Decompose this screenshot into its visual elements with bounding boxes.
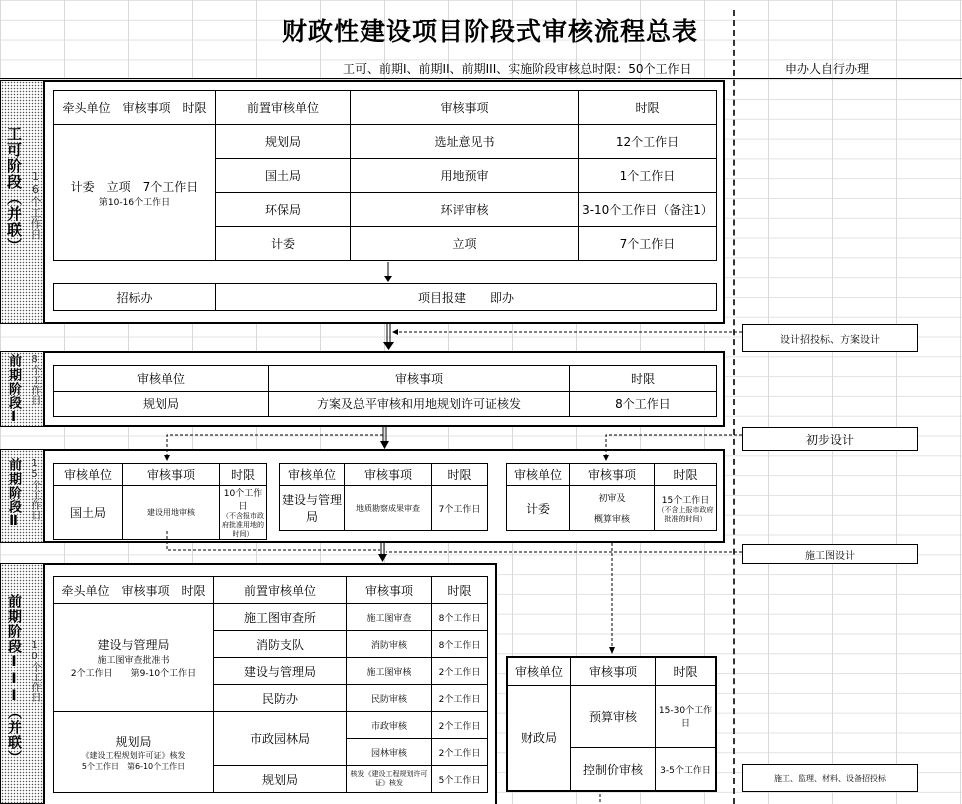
dash-s2-left [167, 435, 383, 458]
table-cell: 消防支队 [214, 631, 347, 658]
stage4-label: 前期阶段III（并联） [6, 594, 22, 765]
table-cell: 用地预审 [351, 159, 579, 193]
table-cell: 5个工作日 [432, 766, 488, 793]
table-cell: 立项 [351, 227, 579, 261]
stage1-lead-sub: 第10-16个工作日 [98, 197, 171, 208]
table-cell: 8个工作日 [570, 391, 717, 417]
stage3a-note: （不含报市政府批准用地的时间） [222, 512, 264, 538]
table-cell: 8个工作日 [432, 631, 488, 658]
stage3a-unit-header: 审核单位 [54, 464, 123, 486]
arrow-s2-s3-head [380, 441, 389, 449]
right-column-header: 申办人自行办理 [785, 62, 870, 76]
table-cell: 民防办 [214, 685, 347, 712]
stage2-unit-header: 审核单位 [54, 366, 269, 392]
stage4-lead1-sub2: 2个工作日 第9-10个工作日 [70, 669, 197, 679]
table-cell: 预算审核 [571, 685, 656, 748]
table-cell: 民防审核 [347, 685, 432, 712]
stage4-lead2-sub1: 《建设工程规划许可证》核发 [81, 750, 186, 760]
stage4-item-header: 审核事项 [347, 577, 432, 604]
stage3a-limit-header: 时限 [220, 464, 267, 486]
table-cell: 建设用地审核 [123, 486, 220, 540]
table-cell: 建设与管理局 [214, 658, 347, 685]
stage2-item-header: 审核事项 [269, 366, 570, 392]
table-cell: 国土局 [54, 486, 123, 540]
table-cell: 2个工作日 [432, 712, 488, 739]
stage3c-item-header: 审核事项 [570, 464, 655, 486]
table-cell: 选址意见书 [351, 125, 579, 159]
dash-design-bid-head [392, 329, 398, 335]
page-title: 财政性建设项目阶段式审核流程总表 [282, 17, 699, 46]
dash-prelim-head [603, 455, 609, 461]
table-cell: 7个工作日 [579, 227, 717, 261]
stage2-limit-header: 时限 [570, 366, 717, 392]
table-cell: 2个工作日 [432, 739, 488, 766]
table-cell: 环保局 [216, 193, 351, 227]
table-cell: 规划局 [54, 391, 269, 417]
stage1-limit-header: 时限 [579, 91, 717, 125]
table-cell: 环评审核 [351, 193, 579, 227]
table-cell: 3-5个工作日 [656, 748, 717, 791]
stage1-lead-main: 计委 立项 7个工作日 [70, 179, 199, 194]
arrow-s1-s2-head [383, 342, 394, 350]
stage3c-note: （不含上报市政府批准的时间） [657, 505, 714, 523]
side-design-bid: 设计招投标、方案设计 [742, 324, 918, 352]
stage3a-limit: 10个工作日 [223, 489, 263, 512]
table-cell: 施工图审查 [347, 604, 432, 631]
table-cell: 计委 [507, 486, 570, 531]
stage1-lead-header: 牵头单位 审核事项 时限 [54, 91, 216, 125]
stage3c-item2: 概算审核 [593, 515, 630, 525]
stage3b-item-header: 审核事项 [345, 464, 432, 486]
dash-s2-left-head [164, 455, 170, 461]
table-cell: 方案及总平审核和用地规划许可证核发 [269, 391, 570, 417]
stage3c-item1: 初审及 [598, 494, 626, 504]
stage3b-unit-header: 审核单位 [280, 464, 345, 486]
side-prelim-design: 初步设计 [742, 427, 918, 451]
table-cell: 3-10个工作日（备注1） [579, 193, 717, 227]
side-procurement: 施工、监理、材料、设备招投标 [742, 764, 918, 792]
table-cell: 地质勘察成果审查 [345, 486, 432, 531]
table-cell: 园林审核 [347, 739, 432, 766]
stage3c-unit-header: 审核单位 [507, 464, 570, 486]
table-cell: 国土局 [216, 159, 351, 193]
table-cell: 市政园林局 [214, 712, 347, 766]
table-cell: 消防审核 [347, 631, 432, 658]
table-cell: 规划局 [214, 766, 347, 793]
stage3b-limit-header: 时限 [432, 464, 488, 486]
stage3-days: 15个工作日 [29, 458, 40, 520]
stage1-item-header: 审核事项 [351, 91, 579, 125]
stage3c-limit: 15个工作日 [661, 495, 710, 506]
table-cell: 计委 [216, 227, 351, 261]
table-cell: 2个工作日 [432, 658, 488, 685]
side-construction-design: 施工图设计 [742, 544, 918, 564]
stage4-lead2-sub2: 5个工作日 第6-10个工作日 [81, 761, 186, 771]
table-cell: 核发《建设工程规划许可证》核发 [347, 766, 432, 793]
stage4-lead1-sub1: 施工图审查批准书 [97, 656, 170, 666]
table-cell: 2个工作日 [432, 685, 488, 712]
stage4-lead2-title: 规划局 [115, 734, 152, 749]
table-cell: 施工图审查所 [214, 604, 347, 631]
stage3c-limit-header: 时限 [655, 464, 717, 486]
stage1-label: 工可阶段（并联） [5, 126, 23, 254]
table-cell: 12个工作日 [579, 125, 717, 159]
table-cell: 7个工作日 [432, 486, 488, 531]
stage2-label: 前期阶段Ⅰ [6, 354, 21, 426]
table-cell: 市政审核 [347, 712, 432, 739]
table-cell: 15-30个工作日 [656, 685, 717, 748]
arrow-s3-s4-head [378, 554, 387, 562]
stage3a-item-header: 审核事项 [123, 464, 220, 486]
stage3-label: 前期阶段Ⅱ [6, 458, 21, 530]
dash-prelim [606, 435, 742, 458]
dash-to-finance-head [609, 647, 615, 654]
table-cell: 1个工作日 [579, 159, 717, 193]
table-cell: 8个工作日 [432, 604, 488, 631]
finance-item-header: 审核事项 [571, 657, 656, 685]
stage4-pre-unit-header: 前置审核单位 [214, 577, 347, 604]
finance-unit-header: 审核单位 [507, 657, 571, 685]
table-cell: 建设与管理局 [280, 486, 345, 531]
table-cell: 规划局 [216, 125, 351, 159]
arrow-stage1-inner-head [384, 276, 392, 282]
finance-unit-cell: 财政局 [507, 685, 571, 791]
finance-limit-header: 时限 [656, 657, 717, 685]
stage2-days: 8个工作日 [29, 354, 40, 405]
stage1-pre-unit-header: 前置审核单位 [216, 91, 351, 125]
stage1-days: 16个工作日 [29, 170, 42, 240]
total-time-limit: 工可、前期Ⅰ、前期II、前期III、实施阶段审核总时限：50个工作日 [343, 62, 692, 76]
stage4-lead-header: 牵头单位 审核事项 时限 [54, 577, 214, 604]
bid-item-cell: 项目报建 即办 [216, 284, 717, 311]
stage4-limit-header: 时限 [432, 577, 488, 604]
stage4-lead1-title: 建设与管理局 [97, 638, 170, 652]
table-cell: 控制价审核 [571, 748, 656, 791]
dash-s3-down [167, 531, 380, 550]
stage4-days: 10个工作日 [29, 640, 40, 702]
table-cell: 施工图审核 [347, 658, 432, 685]
bid-unit-cell: 招标办 [54, 284, 216, 311]
